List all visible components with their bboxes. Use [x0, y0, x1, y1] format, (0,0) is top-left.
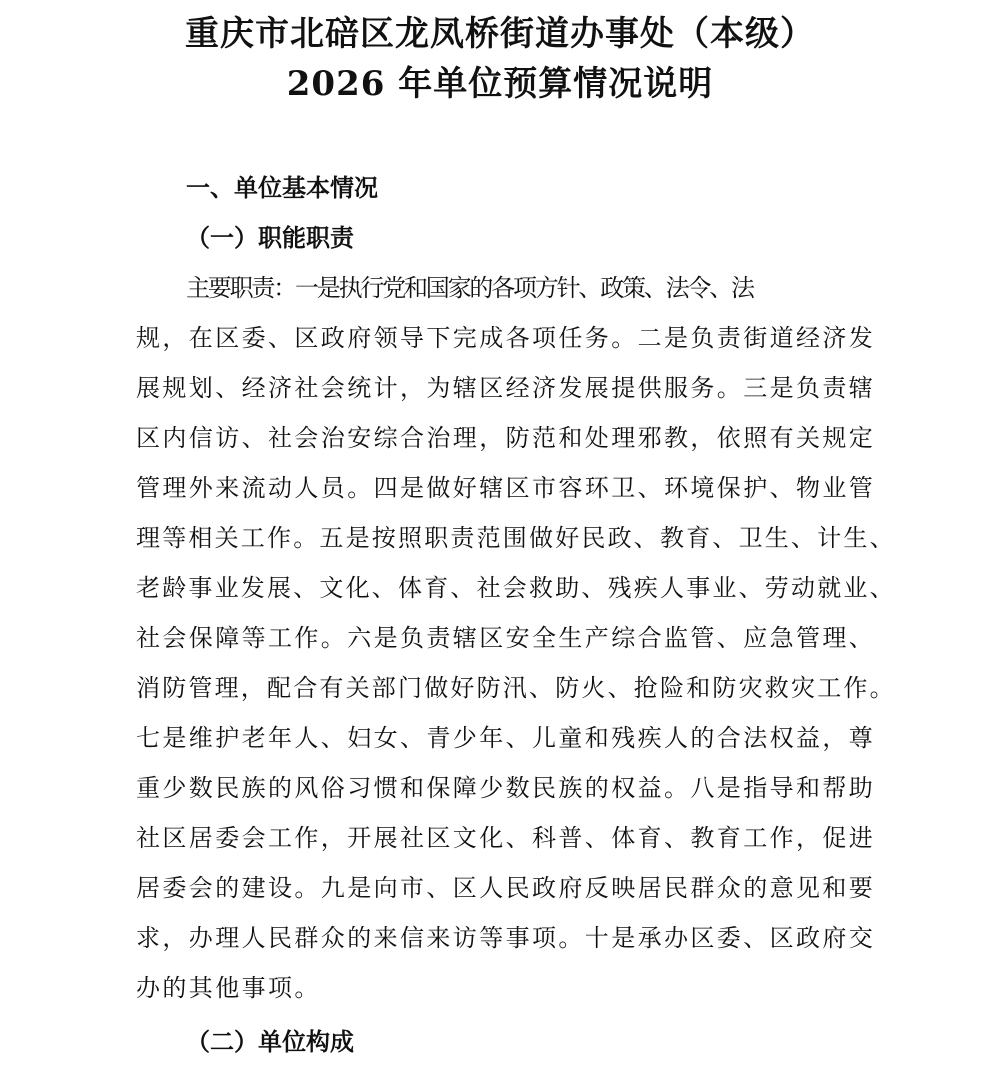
body-line: 居委会的建设。九是向市、区人民政府反映居民群众的意见和要 — [136, 874, 876, 902]
section-heading-basic-info: 一、单位基本情况 — [186, 174, 378, 202]
body-line: 主要职责：一是执行党和国家的各项方针、政策、法令、法 — [186, 274, 753, 302]
document-title-line1: 重庆市北碚区龙凤桥街道办事处（本级） — [185, 14, 815, 54]
body-line: 办的其他事项。 — [136, 974, 321, 1002]
body-line: 区内信访、社会治安综合治理，防范和处理邪教，依照有关规定 — [136, 424, 876, 452]
body-line: 七是维护老年人、妇女、青少年、儿童和残疾人的合法权益，尊 — [136, 724, 876, 752]
body-line: 展规划、经济社会统计，为辖区经济发展提供服务。三是负责辖 — [136, 374, 876, 402]
body-line: 管理外来流动人员。四是做好辖区市容环卫、环境保护、物业管 — [136, 474, 876, 502]
body-line: 社区居委会工作，开展社区文化、科普、体育、教育工作，促进 — [136, 824, 876, 852]
subsection-heading-functions: （一）职能职责 — [186, 224, 354, 252]
body-line: 社会保障等工作。六是负责辖区安全生产综合监管、应急管理、 — [136, 624, 876, 652]
subsection-heading-composition: （二）单位构成 — [186, 1028, 354, 1056]
body-line: 理等相关工作。五是按照职责范围做好民政、教育、卫生、计生、 — [136, 524, 896, 552]
body-line: 重少数民族的风俗习惯和保障少数民族的权益。八是指导和帮助 — [136, 774, 876, 802]
body-line: 老龄事业发展、文化、体育、社会救助、残疾人事业、劳动就业、 — [136, 574, 896, 602]
document-title-line2: 2026 年单位预算情况说明 — [286, 64, 714, 104]
body-line: 规，在区委、区政府领导下完成各项任务。二是负责街道经济发 — [136, 324, 876, 352]
body-line: 求，办理人民群众的来信来访等事项。十是承办区委、区政府交 — [136, 924, 876, 952]
body-line: 消防管理，配合有关部门做好防汛、防火、抢险和防灾救灾工作。 — [136, 674, 896, 702]
